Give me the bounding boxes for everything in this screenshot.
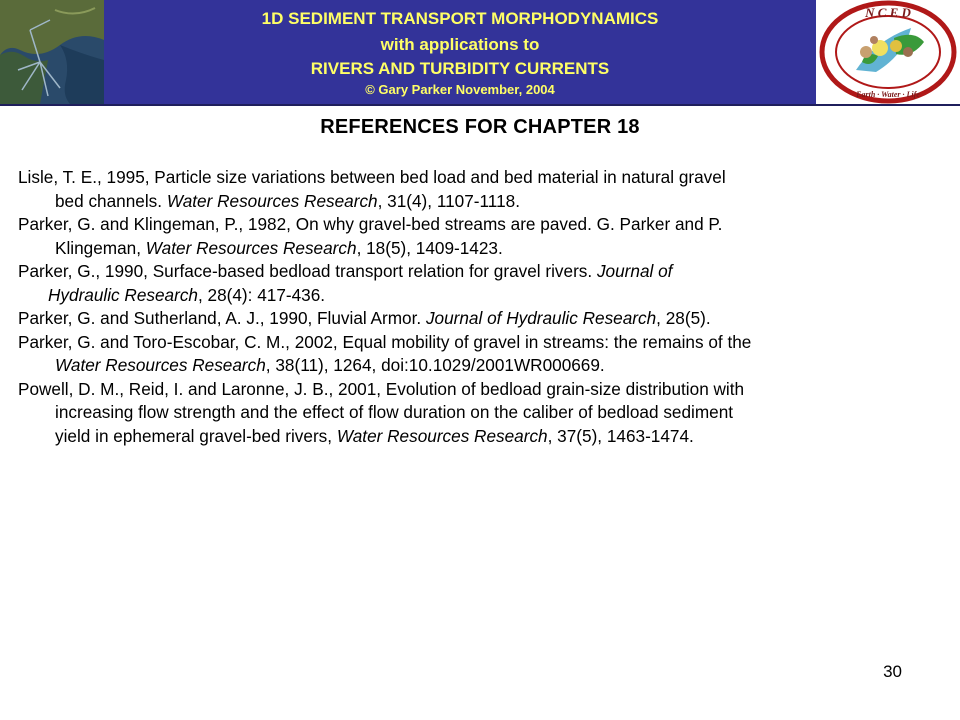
- reference-line: Parker, G., 1990, Surface-based bedload transport relation for gravel rivers. Journal of: [18, 261, 673, 281]
- reference-line: Parker, G. and Sutherland, A. J., 1990, Fluvial Armor. Journal of Hydraulic Research, 28(5).: [18, 308, 711, 328]
- journal-name: Hydraulic Research: [48, 284, 198, 305]
- reference-line: increasing flow strength and the effect of flow duration on the caliber of bedload sediment: [55, 402, 734, 422]
- slide-title: REFERENCES FOR CHAPTER 18: [320, 116, 640, 138]
- banner-copyright: © Gary Parker November, 2004: [365, 82, 555, 97]
- reference-line: Klingeman, Water Resources Research, 18(5), 1409-1423.: [55, 237, 503, 258]
- banner-topic: RIVERS AND TURBIDITY CURRENTS: [310, 59, 610, 78]
- reference-item: [18, 307, 948, 331]
- course-banner: [104, 0, 816, 104]
- journal-name: Water Resources Research: [55, 355, 266, 375]
- reference-line: Hydraulic Research, 28(4): 417-436.: [48, 284, 326, 305]
- banner-title: 1D SEDIMENT TRANSPORT MORPHODYNAMICS: [261, 9, 659, 28]
- reference-line: Parker, G. and Toro-Escobar, C. M., 2002, Equal mobility of gravel in streams: the remains of the: [18, 331, 752, 352]
- reference-line: Parker, G. and Klingeman, P., 1982, On why gravel-bed streams are paved. G. Parker and P.: [18, 214, 723, 234]
- delta-satellite-image: [0, 0, 104, 104]
- logo-text: N C E D: [865, 5, 911, 20]
- reference-item: [18, 166, 948, 213]
- reference-line: Lisle, T. E., 1995, Particle size variations between bed load and bed material in natural gravel: [18, 167, 726, 187]
- reference-item: [18, 378, 948, 449]
- page-number: 30: [883, 662, 902, 681]
- reference-list: [18, 166, 948, 448]
- nced-logo: [816, 0, 960, 104]
- journal-name: Water Resources Research: [145, 237, 357, 258]
- journal-name: Journal of: [596, 261, 673, 281]
- reference-line: Water Resources Research, 38(11), 1264, doi:10.1029/2001WR000669.: [55, 355, 605, 375]
- journal-name: Water Resources Research: [336, 425, 548, 446]
- journal-name: Journal of Hydraulic Research: [425, 308, 657, 328]
- reference-line: Powell, D. M., Reid, I. and Laronne, J. B., 2001, Evolution of bedload grain-size distribution with: [18, 378, 745, 399]
- reference-item: [18, 213, 948, 260]
- reference-line: yield in ephemeral gravel-bed rivers, Water Resources Research, 37(5), 1463-1474.: [55, 425, 694, 446]
- reference-item: [18, 331, 948, 378]
- banner-subtitle: with applications to: [380, 35, 540, 54]
- slide-header: [0, 0, 960, 106]
- journal-name: Water Resources Research: [166, 190, 378, 211]
- logo-ring-text: Earth · Water · Life: [856, 90, 920, 99]
- reference-item: [18, 260, 948, 307]
- reference-line: bed channels. Water Resources Research, 31(4), 1107-1118.: [55, 190, 520, 211]
